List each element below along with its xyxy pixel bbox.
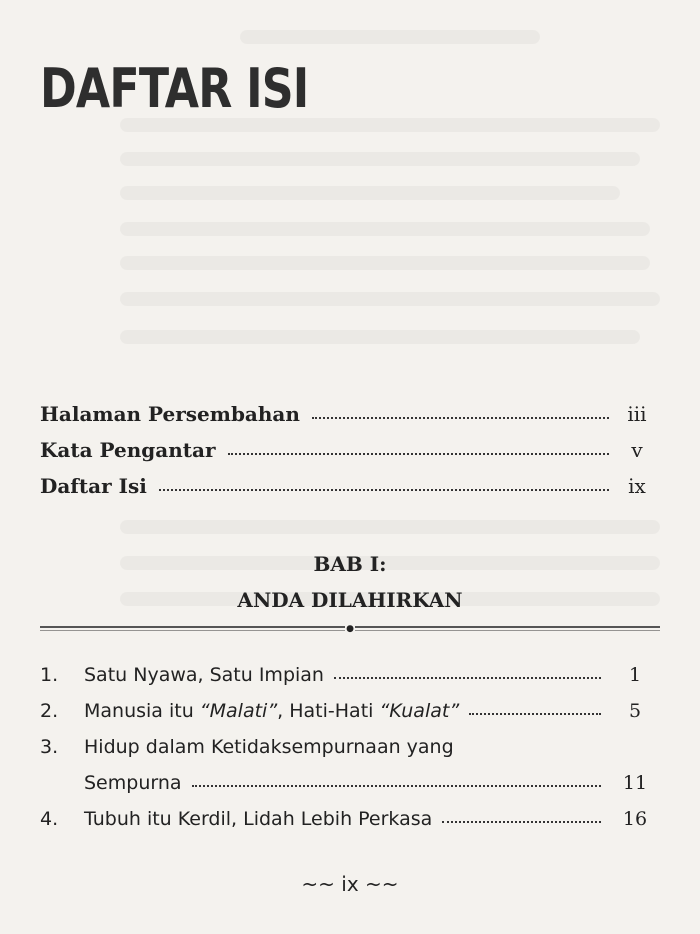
chapter-title: ANDA DILAHIRKAN: [237, 588, 463, 612]
toc-item-title-continued: Sempurna: [84, 772, 182, 794]
toc-item-page: 5: [628, 700, 642, 722]
toc-entry-page: ix: [628, 474, 646, 498]
italic-term: “Malati”: [199, 700, 278, 722]
toc-item-number: 4.: [40, 808, 59, 830]
toc-item[interactable]: [40, 686, 655, 722]
page-title: DAFTAR ISI: [40, 57, 309, 120]
toc-entry-page: iii: [627, 402, 647, 426]
chapter-number: BAB I:: [313, 552, 387, 576]
page-number-footer: ~~ ix ~~: [301, 872, 399, 896]
toc-item-continuation[interactable]: [40, 758, 655, 794]
chapter-items-list: [40, 650, 655, 830]
dot-leader: [312, 417, 609, 419]
toc-entry[interactable]: [40, 426, 655, 462]
toc-item-page: 16: [622, 808, 648, 830]
toc-item[interactable]: [40, 722, 655, 758]
toc-entry-label: Halaman Persembahan: [40, 402, 300, 426]
toc-item-title: Tubuh itu Kerdil, Lidah Lebih Perkasa: [84, 808, 433, 830]
toc-item-page: 1: [628, 664, 642, 686]
dot-leader: [228, 453, 610, 455]
toc-item[interactable]: [40, 794, 655, 830]
toc-item[interactable]: [40, 650, 655, 686]
dot-leader: [442, 821, 601, 823]
ornamental-divider: ●: [40, 624, 660, 634]
italic-term: “Kualat”: [379, 700, 460, 722]
toc-entry-label: Kata Pengantar: [40, 438, 216, 462]
toc-item-title: Satu Nyawa, Satu Impian: [84, 664, 324, 686]
toc-item-number: 3.: [40, 736, 59, 758]
toc-item-number: 2.: [40, 700, 59, 722]
toc-item-title: Manusia itu “Malati”, Hati-Hati “Kualat”: [84, 700, 460, 722]
toc-entry[interactable]: [40, 462, 655, 498]
front-matter-list: [40, 390, 655, 498]
toc-entry[interactable]: [40, 390, 655, 426]
dot-leader: [469, 713, 601, 715]
toc-entry-page: v: [631, 438, 643, 462]
toc-item-title: Hidup dalam Ketidaksempurnaan yang: [84, 736, 454, 758]
toc-item-page: 11: [622, 772, 648, 794]
dot-leader: [159, 489, 609, 491]
toc-entry-label: Daftar Isi: [40, 474, 147, 498]
toc-item-number: 1.: [40, 664, 59, 686]
dot-leader: [192, 785, 601, 787]
dot-leader: [334, 677, 601, 679]
